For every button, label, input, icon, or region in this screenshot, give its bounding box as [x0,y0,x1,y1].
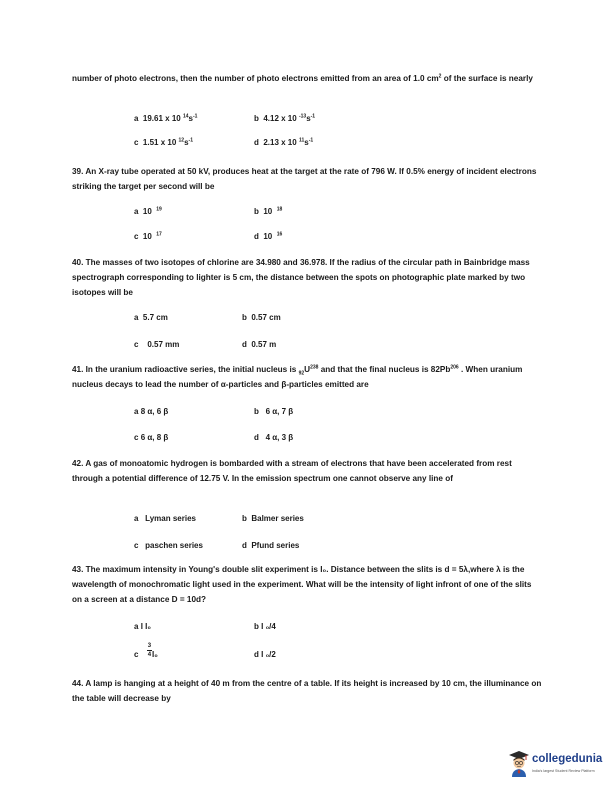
exponent: 19 [156,206,162,213]
collegedunia-logo [508,748,604,782]
option-letter: b [254,407,259,416]
option-c [134,433,168,442]
option-value: 19.61 x 10 [142,114,181,123]
option-value: 2.13 x 10 [263,138,297,147]
option-letter: b [254,622,259,631]
option-letter: d [254,433,259,442]
option-value: 0.57 m [251,340,277,349]
question-text-part: 41. In the uranium radioactive series, the initial nucleus is [72,365,299,374]
option-value: Balmer series [251,514,304,523]
option-a [134,313,168,322]
option-b [242,313,281,322]
option-letter: c [134,138,139,147]
question-text-part: of the surface is nearly [441,74,533,83]
option-value: 6 α, 7 β [265,407,294,416]
option-letter: b [242,514,247,523]
question-43-text: 43. The maximum intensity in Young's double slit experiment is I₀. Distance between the slits is d = 5λ,where λ is the wavelength of monochromatic light used in the experiment. What will be the intensity of light infront of one of the slits on a screen at a distance D = 10d? [72,565,532,604]
option-letter: d [242,541,247,550]
option-d [242,541,299,550]
option-letter: c [134,232,139,241]
option-value: 0.57 cm [251,313,281,322]
fraction-denominator: 4 [147,652,152,658]
option-letter: c [134,340,139,349]
option-letter: b [254,207,259,216]
exponent: 14 [182,113,189,120]
exponent: 16 [276,231,283,238]
option-c [134,232,162,241]
unit-exponent: -1 [192,113,198,120]
option-value: 4 α, 3 β [265,433,294,442]
element-symbol: U [304,365,311,374]
question-40-text: 40. The masses of two isotopes of chlorine are 34.980 and 36.978. If the radius of the circular path in Bainbridge mass spectrograph corresponding to lighter is 5 cm, the distance between the spots on photographic plate marked by two isotopes will be [72,258,530,297]
option-d [254,232,282,241]
fraction-numerator: 3 [147,643,152,649]
option-c [134,642,158,659]
option-c [134,541,203,550]
option-value: I₀ [152,650,158,659]
option-value: 8 α, 6 β [140,407,169,416]
option-letter: b [242,313,247,322]
option-value: I ₀/2 [261,650,276,659]
option-a [134,407,168,416]
option-value: 4.12 x 10 [263,114,297,123]
unit-exponent: -1 [310,113,316,120]
option-value: I ₀/4 [261,622,276,631]
option-letter: c [134,433,139,442]
option-d [242,340,276,349]
exponent: -13 [298,113,307,120]
option-value: Lyman series [145,514,196,523]
superscript: 2 [438,73,442,80]
option-value: I I₀ [140,622,151,631]
option-a [134,207,162,216]
option-value: 0.57 mm [147,340,180,349]
option-value: 10 [263,207,273,216]
graduate-mascot-icon [508,750,530,778]
option-value: 10 [142,232,152,241]
exponent: 12 [178,137,185,144]
option-value: 10 [142,207,152,216]
option-letter: a [134,514,139,523]
option-letter: a [134,207,139,216]
option-letter: d [242,340,247,349]
exponent: 17 [156,231,162,238]
option-letter: a [134,622,139,631]
option-b [254,622,276,631]
option-letter: c [134,650,139,659]
option-b [254,114,315,123]
option-letter: b [254,114,259,123]
option-value: 1.51 x 10 [142,138,177,147]
exponent: 11 [298,137,305,144]
unit: s [184,138,189,147]
option-a [134,622,151,631]
option-value: paschen series [145,541,203,550]
superscript: 206 [450,364,459,371]
option-c [134,340,179,349]
question-text-part: and that the final nucleus is 82Pb [318,365,451,374]
option-b [254,407,293,416]
question-text-part: . When uranium nucleus decays to lead the number of α-particles and β-particles emitted are [72,365,523,389]
unit-exponent: -1 [308,137,314,144]
unit: s [306,114,311,123]
option-value: 5.7 cm [142,313,168,322]
question-text-part: number of photo electrons, then the number of photo electrons emitted from an area of 1.0 cm [72,74,439,83]
option-value: 6 α, 8 β [140,433,169,442]
option-letter: d [254,138,259,147]
question-41-text [72,362,542,392]
option-letter: d [254,650,259,659]
option-b [254,207,282,216]
unit: s [188,114,193,123]
question-prev-text [72,71,542,86]
option-value: Pfund series [251,541,300,550]
unit-exponent: -1 [188,137,193,144]
unit: s [304,138,309,147]
option-letter: d [254,232,259,241]
option-letter: a [134,313,139,322]
subscript: 92 [298,370,305,377]
option-d [254,138,313,147]
question-39-text: 39. An X-ray tube operated at 50 kV, produces heat at the target at the rate of 796 W. If 0.5% energy of incident electrons striking the target per second will be [72,167,537,191]
logo-wordmark: collegedunia [532,753,603,765]
option-b [242,514,304,523]
option-d [254,650,276,659]
option-letter: a [134,407,139,416]
question-42-text: 42. A gas of monoatomic hydrogen is bombarded with a stream of electrons that have been accelerated from rest through a potential difference of 12.75 V. In the emission spectrum one cannot observe any line of [72,459,512,483]
option-letter: c [134,541,139,550]
option-a [134,114,197,123]
option-d [254,433,293,442]
question-44-text: 44. A lamp is hanging at a height of 40 m from the centre of a table. If its height is increased by 10 cm, the illuminance on the table will decrease by [72,679,542,703]
superscript: 238 [310,364,319,371]
option-a [134,514,196,523]
logo-tagline: India's largest Student Review Platform [532,769,595,773]
option-value: 10 [263,232,273,241]
option-c [134,138,193,147]
option-letter: a [134,114,139,123]
exponent: 18 [276,206,283,213]
